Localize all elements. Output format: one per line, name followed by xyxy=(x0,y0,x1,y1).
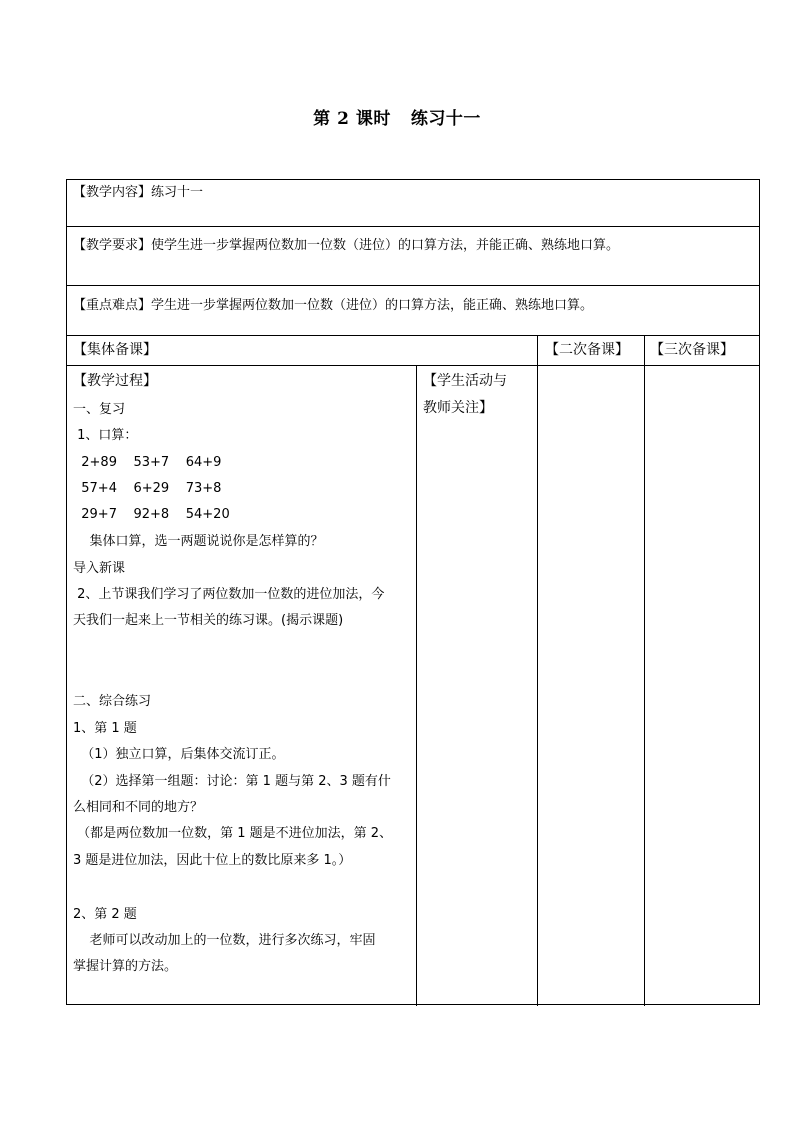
second-prep-header: 【二次备课】 xyxy=(545,342,629,358)
teaching-content-label: 【教学内容】 xyxy=(73,185,152,200)
lesson-number: 第 2 课时 xyxy=(313,109,391,129)
lesson-plan-table xyxy=(66,179,760,1005)
group-prep-header: 【集体备课】 xyxy=(73,342,157,358)
teaching-content-cell xyxy=(73,184,203,201)
student-activity-heading-line1: 【学生活动与 xyxy=(423,373,507,389)
column-divider xyxy=(537,336,538,1006)
process-line: 1、第 1 题 xyxy=(73,721,137,736)
process-line: 么相同和不同的地方？ xyxy=(73,800,204,815)
process-line: 1、口算： xyxy=(73,428,138,443)
teaching-content-text: 练习十一 xyxy=(151,185,204,200)
teaching-requirement-cell xyxy=(73,237,619,254)
third-prep-header: 【三次备课】 xyxy=(650,342,734,358)
process-line: 掌握计算的方法。 xyxy=(73,959,178,974)
key-points-text: 学生进一步掌握两位数加一位数（进位）的口算方法，能正确、熟练地口算。 xyxy=(151,298,594,313)
student-activity-heading-line2: 教师关注】 xyxy=(423,400,493,416)
column-divider xyxy=(416,366,417,1006)
process-line: 导入新课 xyxy=(73,561,126,576)
column-divider xyxy=(644,336,645,1006)
teaching-requirement-label: 【教学要求】 xyxy=(73,238,152,253)
process-line: 2、第 2 题 xyxy=(73,907,137,922)
row-divider xyxy=(67,365,759,366)
key-points-cell xyxy=(73,297,593,314)
row-divider xyxy=(67,335,759,336)
process-line: 二、综合练习 xyxy=(73,694,152,709)
row-divider xyxy=(67,226,759,227)
teaching-process-heading: 【教学过程】 xyxy=(73,373,157,389)
process-line: 老师可以改动加上的一位数，进行多次练习，牢固 xyxy=(73,933,376,948)
process-line: 集体口算，选一两题说说你是怎样算的？ xyxy=(73,534,324,549)
process-line: 一、复习 xyxy=(73,402,126,417)
page-title xyxy=(0,104,794,129)
teaching-requirement-text: 使学生进一步掌握两位数加一位数（进位）的口算方法，并能正确、熟练地口算。 xyxy=(151,238,620,253)
lesson-name: 练习十一 xyxy=(410,109,481,129)
process-line: 57+4 6+29 73+8 xyxy=(73,481,222,496)
process-line: （都是两位数加一位数，第 1 题是不进位加法，第 2、 xyxy=(73,826,393,841)
process-line: 2+89 53+7 64+9 xyxy=(73,455,222,470)
key-points-label: 【重点难点】 xyxy=(73,298,152,313)
process-line: 2、上节课我们学习了两位数加一位数的进位加法，今 xyxy=(73,587,385,602)
process-line: （2）选择第一组题：讨论：第 1 题与第 2、3 题有什 xyxy=(73,774,391,789)
row-divider xyxy=(67,285,759,286)
process-line: 29+7 92+8 54+20 xyxy=(73,507,230,522)
process-line: 天我们一起来上一节相关的练习课。(揭示课题) xyxy=(73,613,344,628)
process-line: （1）独立口算，后集体交流订正。 xyxy=(73,747,285,762)
process-line: 3 题是进位加法，因此十位上的数比原来多 1。） xyxy=(73,853,352,868)
